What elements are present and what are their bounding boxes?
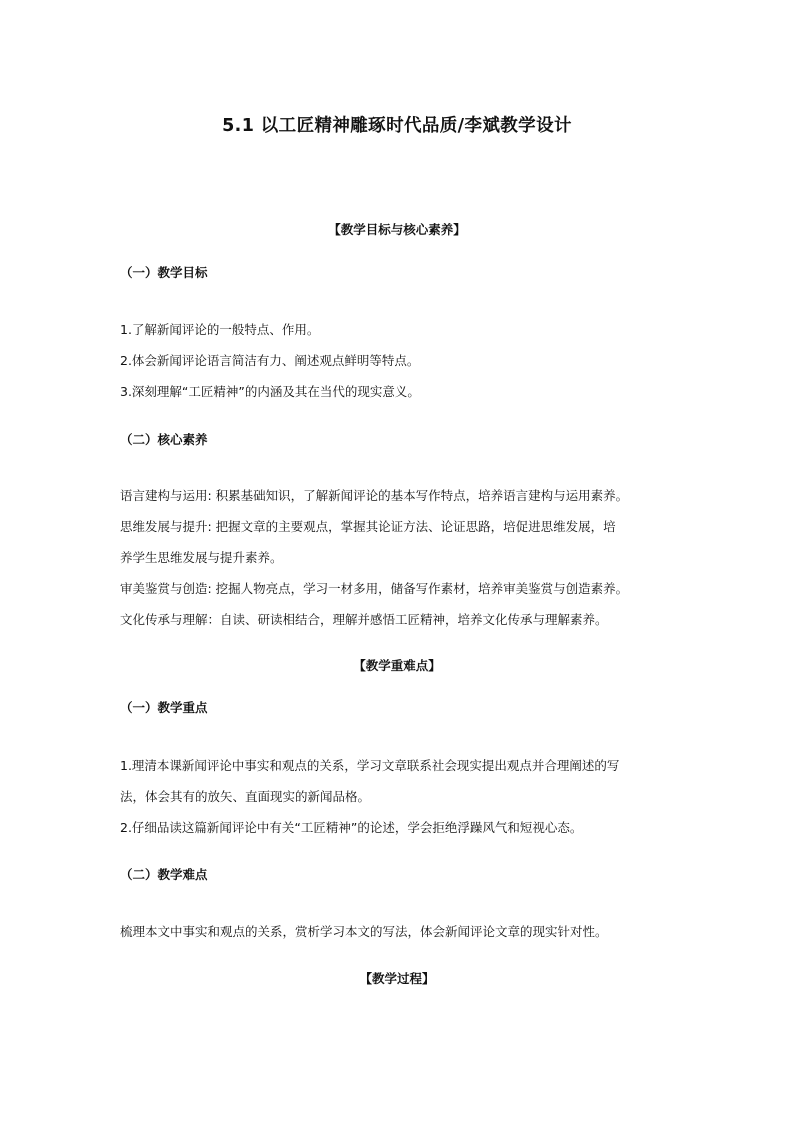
subheading-key-points: （一）教学重点 — [120, 700, 208, 715]
literacy-line-3: 养学生思维发展与提升素养。 — [120, 550, 283, 565]
key-point-line-3: 2.仔细品读这篇新闻评论中有关“工匠精神”的论述，学会拒绝浮躁风气和短视心态。 — [120, 820, 583, 835]
goal-item-2: 2.体会新闻评论语言简洁有力、阐述观点鲜明等特点。 — [120, 353, 420, 368]
section-heading-goals: 【教学目标与核心素养】 — [328, 222, 466, 237]
section-heading-key-points: 【教学重难点】 — [353, 658, 441, 673]
difficulty-line: 梳理本文中事实和观点的关系，赏析学习本文的写法，体会新闻评论文章的现实针对性。 — [120, 924, 608, 939]
document-title: 5.1 以工匠精神雕琢时代品质/李斌教学设计 — [222, 116, 572, 136]
literacy-line-5: 文化传承与理解：自读、研读相结合，理解并感悟工匠精神，培养文化传承与理解素养。 — [120, 612, 608, 627]
subheading-teaching-goals: （一）教学目标 — [120, 265, 208, 280]
key-point-line-1: 1.理清本课新闻评论中事实和观点的关系，学习文章联系社会现实提出观点并合理阐述的写 — [120, 758, 620, 773]
goal-item-1: 1.了解新闻评论的一般特点、作用。 — [120, 322, 320, 337]
literacy-line-4: 审美鉴赏与创造: 挖掘人物亮点，学习一材多用，储备写作素材，培养审美鉴赏与创造素养。 — [120, 581, 629, 596]
goal-item-3: 3.深刻理解“工匠精神”的内涵及其在当代的现实意义。 — [120, 384, 420, 399]
literacy-line-2: 思维发展与提升: 把握文章的主要观点，掌握其论证方法、论证思路，培促进思维发展，培 — [120, 519, 616, 534]
literacy-line-1: 语言建构与运用: 积累基础知识，了解新闻评论的基本写作特点，培养语言建构与运用素养。 — [120, 488, 629, 503]
section-heading-process: 【教学过程】 — [359, 971, 435, 986]
key-point-line-2: 法，体会其有的放矢、直面现实的新闻品格。 — [120, 789, 371, 804]
subheading-core-literacy: （二）核心素养 — [120, 432, 208, 447]
subheading-difficulties: （二）教学难点 — [120, 867, 208, 882]
